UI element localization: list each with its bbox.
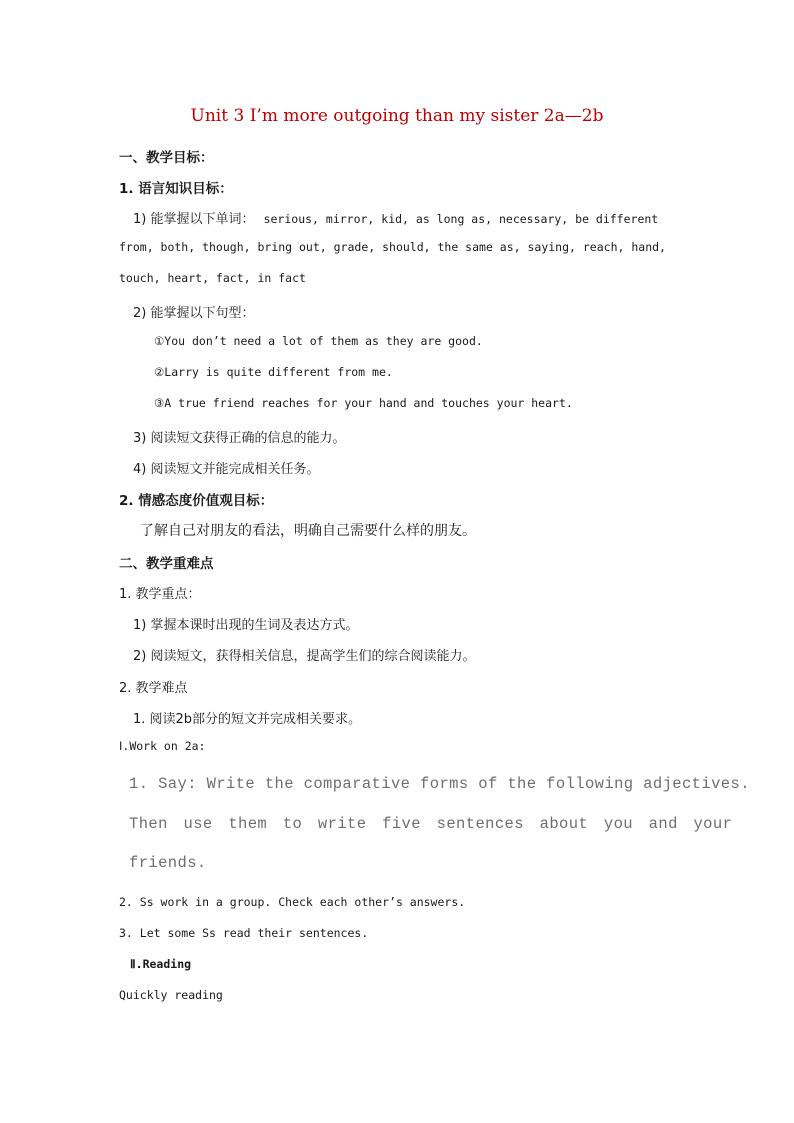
step-2-text: 2. Ss work in a group. Check each other’s answers. <box>119 895 466 909</box>
say-line-2: Then use them to write five sentences about you and your <box>129 815 733 833</box>
reading-goal-3: 3) 阅读短文获得正确的信息的能力。 <box>133 431 346 446</box>
difficulty-1: 1. 阅读2b部分的短文并完成相关要求。 <box>133 712 362 727</box>
vocab-words-line1: serious, mirror, kid, as long as, necessary, be different <box>263 212 659 226</box>
vocab-label: 1) 能掌握以下单词： <box>133 212 255 227</box>
subheading-key-points: 1. 教学重点： <box>119 587 201 602</box>
say-line-1: 1. Say: Write the comparative forms of the following adjectives. <box>129 775 750 793</box>
key-point-1: 1) 掌握本课时出现的生词及表达方式。 <box>133 618 359 633</box>
step-3-text: 3. Let some Ss read their sentences. <box>119 926 369 940</box>
sentence-patterns-label: 2) 能掌握以下句型： <box>133 306 255 321</box>
subheading-difficulties: 2. 教学难点 <box>119 681 188 696</box>
step-1-heading: Ⅰ.Work on 2a: <box>119 739 206 753</box>
subheading-language-goals: 1. 语言知识目标： <box>119 181 233 197</box>
key-point-2: 2) 阅读短文，获得相关信息，提高学生们的综合阅读能力。 <box>133 649 476 664</box>
sentence-pattern-2: ②Larry is quite different from me. <box>154 365 393 379</box>
vocab-words-line2: from, both, though, bring out, grade, should, the same as, saying, reach, hand, <box>119 240 666 254</box>
emotion-goal-text: 了解自己对朋友的看法，明确自己需要什么样的朋友。 <box>140 523 476 539</box>
vocab-words-line3: touch, heart, fact, in fact <box>119 271 306 285</box>
step-reading-heading: Ⅱ.Reading <box>130 957 192 971</box>
page-title: Unit 3 I’m more outgoing than my sister 2a—2b <box>190 106 604 126</box>
sentence-pattern-3: ③A true friend reaches for your hand and touches your heart. <box>154 396 573 410</box>
section-heading-objectives: 一、教学目标： <box>119 150 214 166</box>
quickly-reading-text: Quickly reading <box>119 988 223 1002</box>
vocab-item <box>133 208 658 227</box>
subheading-emotion-goals: 2. 情感态度价值观目标： <box>119 493 274 509</box>
reading-goal-4: 4) 阅读短文并能完成相关任务。 <box>133 462 320 477</box>
sentence-pattern-1: ①You don’t need a lot of them as they are good. <box>154 334 483 348</box>
section-heading-key-points: 二、教学重难点 <box>119 556 214 572</box>
say-line-3: friends. <box>129 854 207 872</box>
